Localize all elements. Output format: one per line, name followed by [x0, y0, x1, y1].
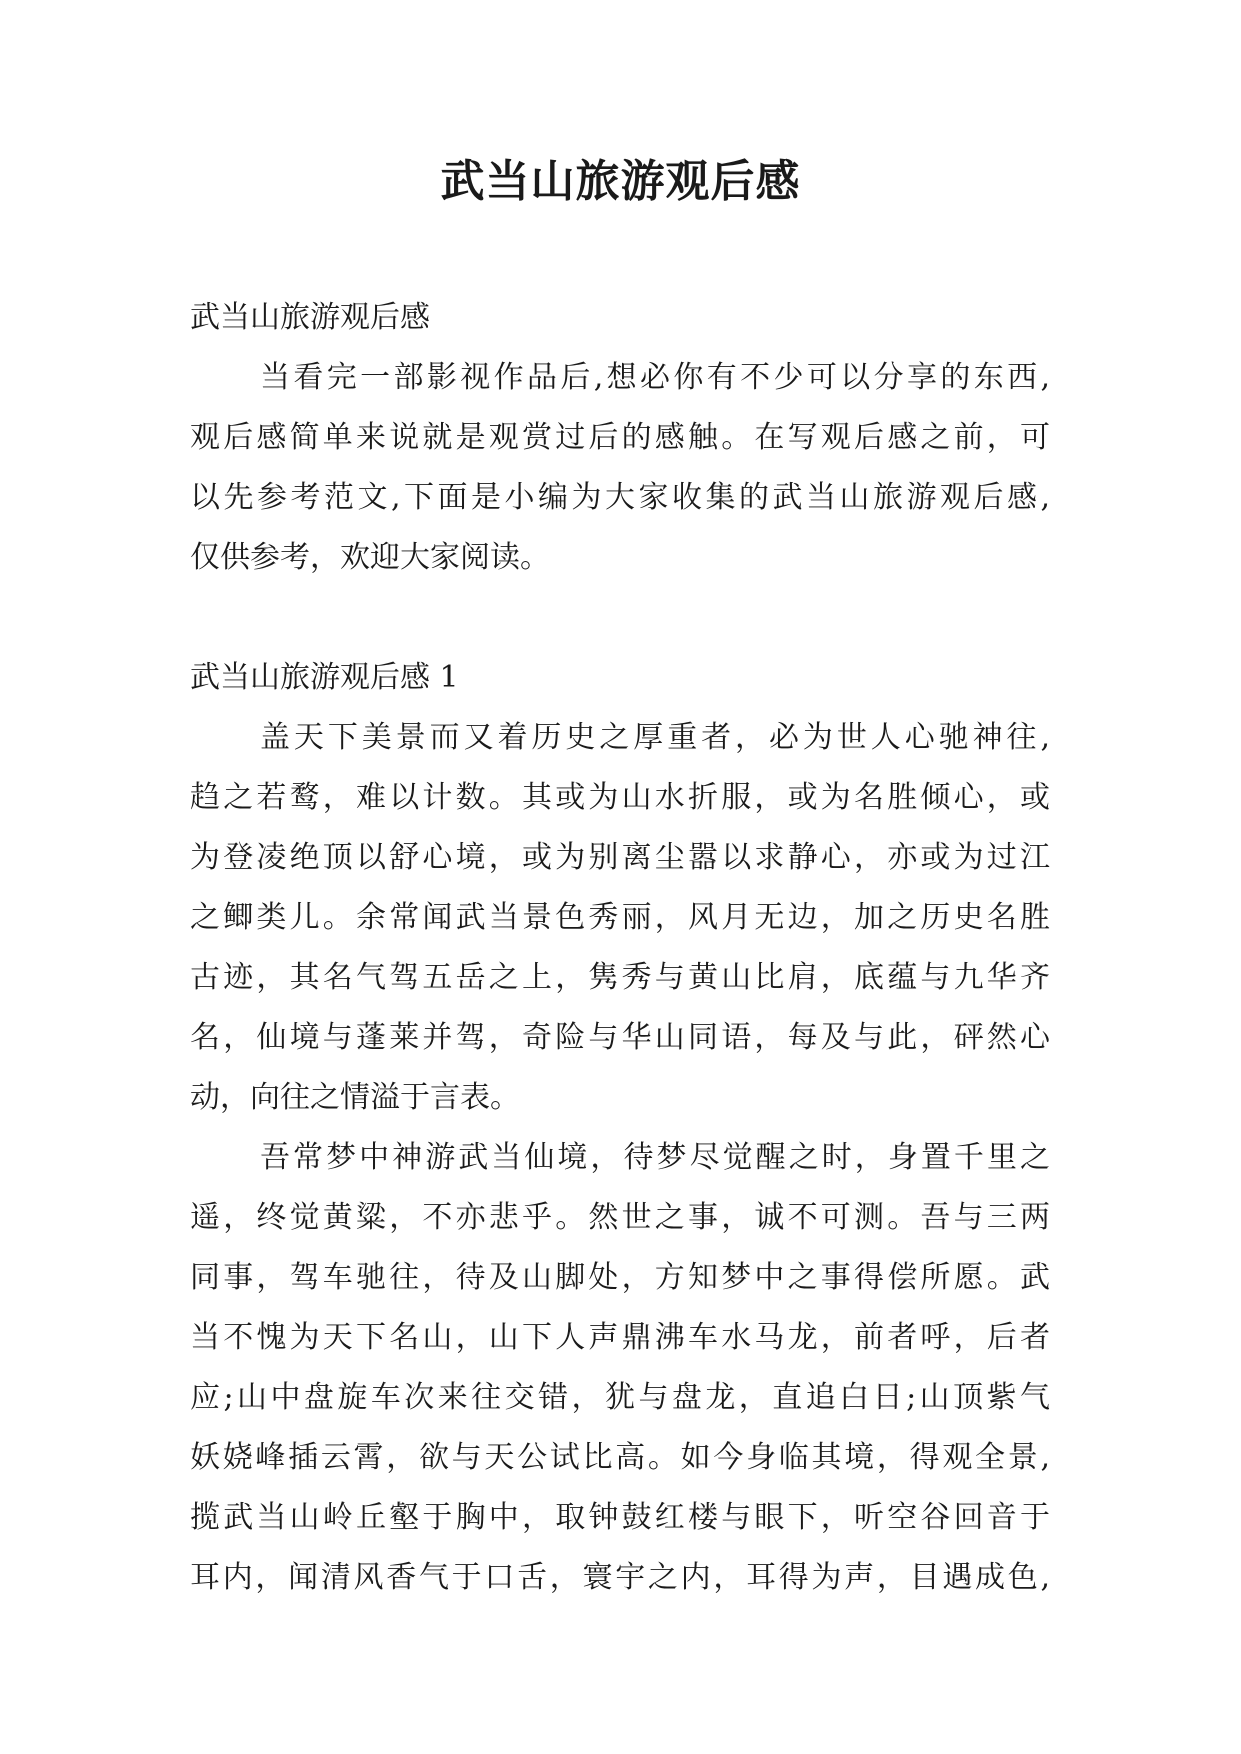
paragraph1-line: 盖天下美景而又着历史之厚重者，必为世人心驰神往, [260, 720, 1050, 755]
paragraph1-line: 古迹，其名气驾五岳之上，隽秀与黄山比肩，底蕴与九华齐 [190, 960, 1050, 995]
intro-heading: 武当山旅游观后感 [190, 300, 430, 335]
paragraph1-line: 为登凌绝顶以舒心境，或为别离尘嚣以求静心，亦或为过江 [190, 840, 1050, 875]
document-title: 武当山旅游观后感 [440, 156, 801, 207]
paragraph2-line: 遥，终觉黄粱，不亦悲乎。然世之事，诚不可测。吾与三两 [190, 1200, 1050, 1235]
paragraph2-line: 吾常梦中神游武当仙境，待梦尽觉醒之时，身置千里之 [260, 1140, 1050, 1175]
document-body [190, 288, 1050, 1608]
paragraph1-line: 动，向往之情溢于言表。 [190, 1080, 520, 1115]
intro-line: 当看完一部影视作品后,想必你有不少可以分享的东西, [260, 360, 1050, 395]
intro-line: 仅供参考，欢迎大家阅读。 [190, 540, 550, 575]
paragraph2-line: 应;山中盘旋车次来往交错，犹与盘龙，直追白日;山顶紫气 [190, 1380, 1050, 1415]
paragraph2-line: 同事，驾车驰往，待及山脚处，方知梦中之事得偿所愿。武 [190, 1260, 1050, 1295]
paragraph1-line: 趋之若鹜，难以计数。其或为山水折服，或为名胜倾心，或 [190, 780, 1050, 815]
intro-line: 观后感简单来说就是观赏过后的感触。在写观后感之前，可 [190, 420, 1050, 455]
paragraph2-line: 妖娆峰插云霄，欲与天公试比高。如今身临其境，得观全景, [190, 1440, 1050, 1475]
section1-heading: 武当山旅游观后感 1 [190, 660, 459, 695]
section-spacer [190, 588, 1050, 648]
intro-line: 以先参考范文,下面是小编为大家收集的武当山旅游观后感, [190, 480, 1050, 515]
paragraph1-line: 之鲫类儿。余常闻武当景色秀丽，风月无边，加之历史名胜 [190, 900, 1050, 935]
paragraph2-line: 当不愧为天下名山，山下人声鼎沸车水马龙，前者呼，后者 [190, 1320, 1050, 1355]
paragraph1-line: 名，仙境与蓬莱并驾，奇险与华山同语，每及与此，砰然心 [190, 1020, 1050, 1055]
paragraph2-line: 耳内，闻清风香气于口舌，寰宇之内，耳得为声，目遇成色, [190, 1560, 1050, 1595]
paragraph2-line: 揽武当山岭丘壑于胸中，取钟鼓红楼与眼下，听空谷回音于 [190, 1500, 1050, 1535]
